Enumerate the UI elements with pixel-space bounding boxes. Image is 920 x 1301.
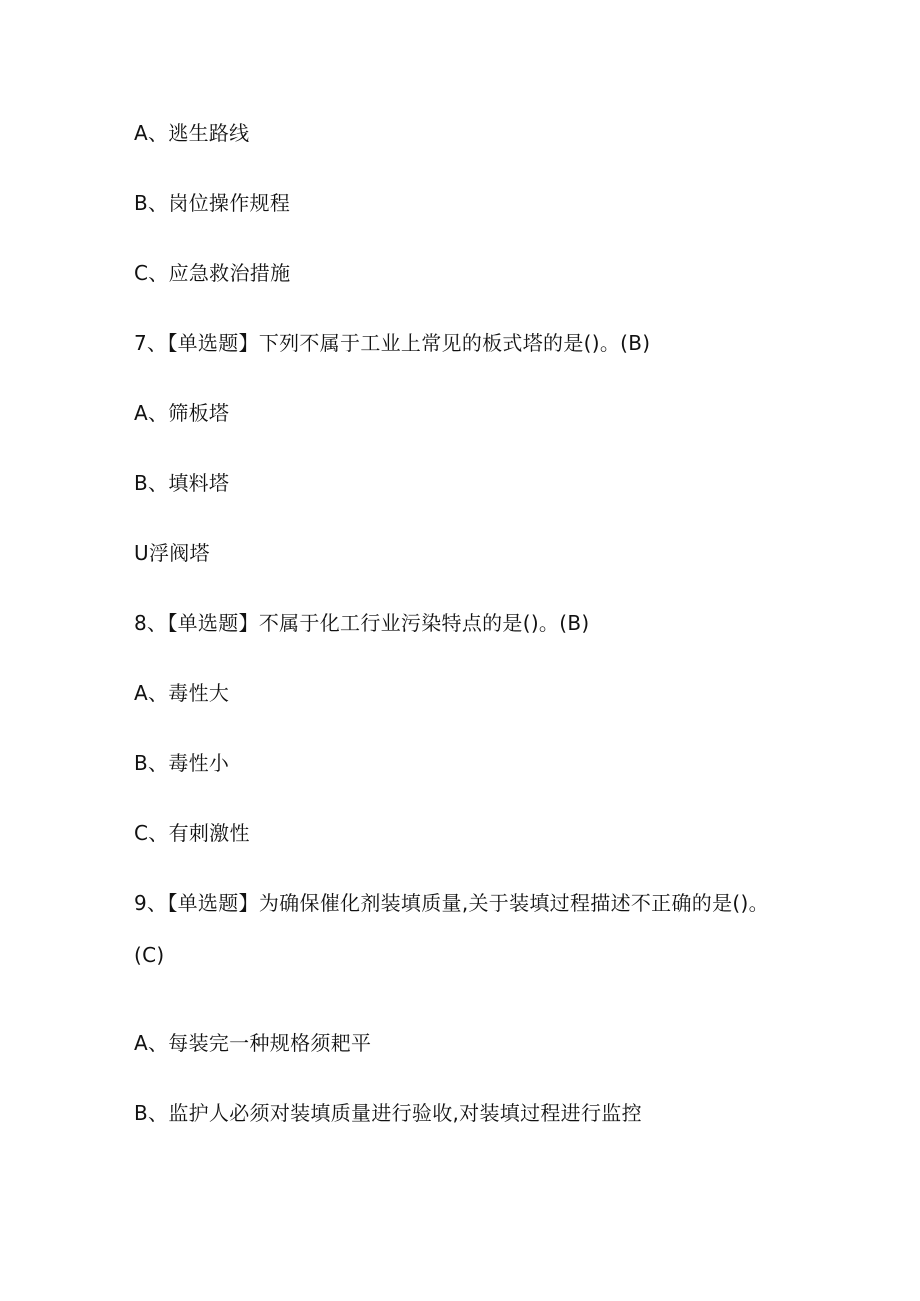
q8-option-b: B、毒性小 (134, 751, 230, 775)
q7-option-a: A、筛板塔 (134, 401, 230, 425)
q8-question: 8、【单选题】不属于化工行业污染特点的是()。(B) (134, 611, 590, 635)
q9-option-a: A、每装完一种规格须耙平 (134, 1031, 372, 1055)
q7-question: 7、【单选题】下列不属于工业上常见的板式塔的是()。(B) (134, 331, 651, 355)
q6-option-b: B、岗位操作规程 (134, 191, 291, 215)
q9-answer: (C) (134, 943, 165, 967)
q9-option-b: B、监护人必须对装填质量进行验收,对装填过程进行监控 (134, 1101, 642, 1125)
q6-option-c: C、应急救治措施 (134, 261, 291, 285)
q7-option-c: U浮阀塔 (134, 541, 210, 565)
q8-option-c: C、有刺激性 (134, 821, 250, 845)
q7-option-b: B、填料塔 (134, 471, 230, 495)
q9-question: 9、【单选题】为确保催化剂装填质量,关于装填过程描述不正确的是()。 (134, 891, 769, 915)
q8-option-a: A、毒性大 (134, 681, 230, 705)
q6-option-a: A、逃生路线 (134, 121, 250, 145)
